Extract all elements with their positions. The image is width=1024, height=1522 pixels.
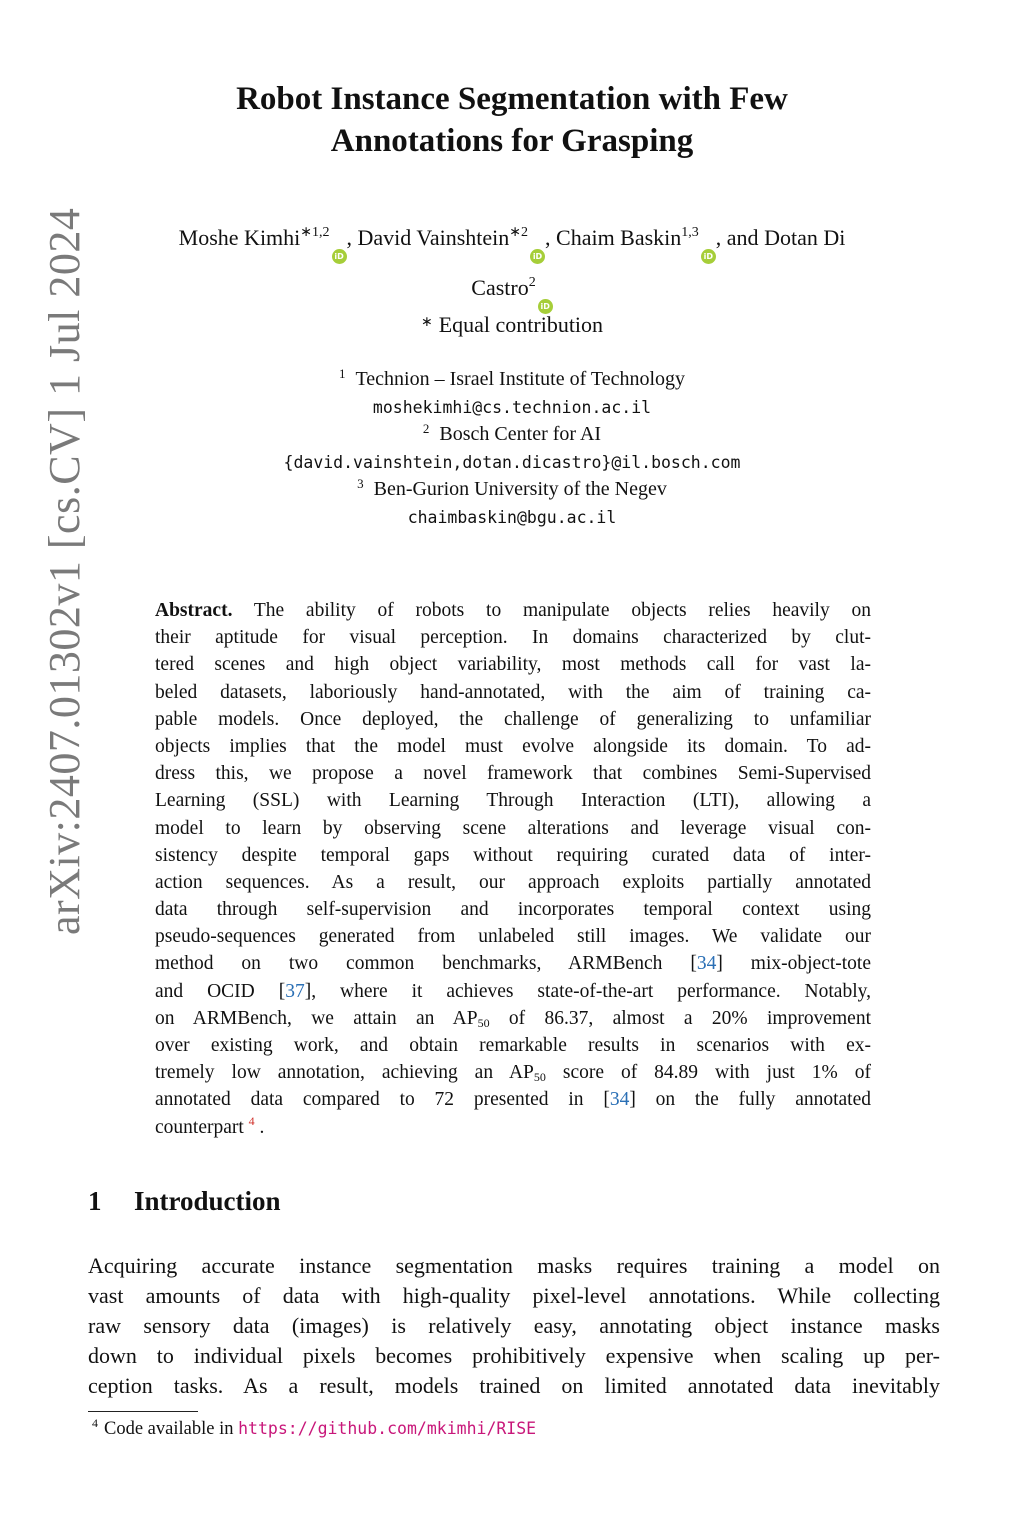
- intro-line: Acquiring accurate instance segmentation masks requires training a model on: [88, 1253, 940, 1278]
- abstract-line: sistency despite temporal gaps without requiring curated data of inter-: [155, 844, 871, 866]
- section-number: 1: [88, 1186, 102, 1216]
- affiliation-2: [0, 421, 1024, 449]
- author-separator: ,: [545, 225, 557, 250]
- intro-line: down to individual pixels becomes prohibitively expensive when scaling up per-: [88, 1343, 940, 1368]
- author-name: Moshe Kimhi: [178, 225, 301, 250]
- author-separator: , and: [715, 225, 765, 250]
- section-title: Introduction: [134, 1186, 281, 1216]
- abstract-line: pseudo-sequences generated from unlabeled still images. We validate our: [155, 926, 871, 948]
- abstract-line: [155, 597, 871, 624]
- footnote: [92, 1416, 537, 1440]
- title-line-2: Annotations for Grasping: [330, 123, 694, 159]
- abstract-line: Learning (SSL) with Learning Through Interaction (LTI), allowing a: [155, 790, 871, 812]
- intro-line: raw sensory data (images) is relatively easy, annotating object instance masks: [88, 1313, 940, 1338]
- abstract: [155, 597, 871, 1141]
- section-heading: [88, 1186, 281, 1217]
- affiliation-3: [0, 476, 1024, 504]
- abstract-text: annotated data compared to 72 presented in [: [155, 1089, 610, 1111]
- intro-line: vast amounts of data with high-quality pixel-level annotations. While collecting: [88, 1283, 940, 1308]
- abstract-line: [155, 1059, 871, 1086]
- author-name: Chaim Baskin: [556, 225, 682, 250]
- abstract-line: data through self-supervision and incorporates temporal context using: [155, 899, 871, 921]
- footnote-mark: 4: [92, 1416, 98, 1430]
- footnote-rule: [88, 1411, 198, 1412]
- orcid-icon[interactable]: iD: [701, 249, 716, 264]
- abstract-line: [155, 950, 871, 977]
- affil-email[interactable]: moshekimhi@cs.technion.ac.il: [372, 397, 652, 417]
- abstract-line: action sequences. As a result, our approach exploits partially annotated: [155, 871, 871, 893]
- affil-mark: 1: [338, 366, 346, 381]
- author-separator: ,: [346, 225, 358, 250]
- author-row-1: [0, 214, 1024, 264]
- abstract-text: tremely low annotation, achieving an AP: [155, 1062, 534, 1084]
- affil-name: Ben-Gurion University of the Negev: [373, 478, 667, 500]
- abstract-line: tered scenes and high object variability, most methods call for vast la-: [155, 654, 871, 676]
- author-list: [0, 214, 1024, 314]
- title-line-1: Robot Instance Segmentation with Few: [236, 81, 788, 117]
- abstract-line: objects implies that the model must evolve alongside its domain. To ad-: [155, 735, 871, 757]
- citation-link[interactable]: 34: [696, 953, 717, 975]
- author-name: Dotan Di: [764, 225, 846, 250]
- orcid-icon[interactable]: iD: [530, 249, 545, 264]
- ap-subscript: 50: [477, 1015, 490, 1030]
- affiliation-1: [0, 366, 1024, 394]
- affil-name: Bosch Center for AI: [439, 423, 602, 445]
- ap-subscript: 50: [533, 1070, 546, 1085]
- affil-mark: 2: [422, 421, 430, 436]
- abstract-line: beled datasets, laboriously hand-annotated, with the aim of training ca-: [155, 681, 871, 703]
- equal-text: Equal contribution: [438, 312, 604, 337]
- equal-contribution-note: [0, 312, 1024, 338]
- abstract-text: ] on the fully annotated: [629, 1089, 871, 1111]
- abstract-text: and OCID [: [155, 980, 286, 1002]
- affil-email[interactable]: {david.vainshtein,dotan.dicastro}@il.bosch.com: [283, 452, 741, 472]
- author-affil: 1,3: [681, 225, 699, 240]
- abstract-line: their aptitude for visual perception. In domains characterized by clut-: [155, 627, 871, 649]
- author-affil: ∗2: [509, 225, 529, 240]
- citation-link[interactable]: 37: [285, 980, 305, 1002]
- abstract-text: score of 84.89 with just 1% of: [545, 1062, 871, 1084]
- abstract-text: ] mix-object-tote: [716, 953, 871, 975]
- abstract-line: over existing work, and obtain remarkable results in scenarios with ex-: [155, 1035, 871, 1056]
- paper-title: [0, 78, 1024, 162]
- affil-name: Technion – Israel Institute of Technology: [355, 368, 686, 390]
- citation-link[interactable]: 34: [609, 1089, 630, 1111]
- abstract-text: on ARMBench, we attain an AP: [155, 1007, 478, 1029]
- author-affil: ∗1,2: [300, 225, 330, 240]
- abstract-text: counterpart: [155, 1116, 249, 1138]
- abstract-text: of 86.37, almost a 20% improvement: [489, 1007, 871, 1029]
- abstract-text: .: [254, 1116, 265, 1138]
- affil-email[interactable]: chaimbaskin@bgu.ac.il: [407, 507, 617, 527]
- intro-paragraph: [88, 1251, 940, 1401]
- abstract-line: pable models. Once deployed, the challenge of generalizing to unfamiliar: [155, 708, 871, 730]
- abstract-line: model to learn by observing scene alterations and leverage visual con-: [155, 817, 871, 839]
- author-affil: 2: [528, 275, 536, 290]
- abstract-line: dress this, we propose a novel framework that combines Semi-Supervised: [155, 763, 871, 785]
- abstract-text: ], where it achieves state-of-the-art performance. Notably,: [304, 980, 871, 1002]
- footnote-link[interactable]: 4: [248, 1113, 255, 1128]
- author-name: Castro: [471, 275, 529, 300]
- author-row-2: [0, 264, 1024, 314]
- affiliation-list: [0, 366, 1024, 531]
- intro-line: ception tasks. As a result, models trained on limited annotated data inevitably: [88, 1373, 940, 1398]
- abstract-label: Abstract.: [155, 600, 233, 621]
- affil-mark: 3: [357, 476, 364, 491]
- abstract-line: [155, 978, 871, 1005]
- abstract-text: method on two common benchmarks, ARMBench [: [155, 953, 697, 975]
- abstract-line: [155, 1005, 871, 1032]
- abstract-line: [155, 1114, 871, 1141]
- abstract-text: The ability of robots to manipulate objects relies heavily on: [253, 600, 871, 621]
- arxiv-stamp: arXiv:2407.01302v1 [cs.CV] 1 Jul 2024: [40, 207, 89, 935]
- code-url-link[interactable]: https://github.com/mkimhi/RISE: [238, 1419, 537, 1438]
- abstract-line: [155, 1086, 871, 1113]
- orcid-icon[interactable]: iD: [332, 249, 347, 264]
- footnote-text: Code available in: [104, 1419, 239, 1439]
- orcid-icon[interactable]: iD: [538, 299, 553, 314]
- author-name: David Vainshtein: [357, 225, 510, 250]
- equal-mark: ∗: [420, 315, 433, 330]
